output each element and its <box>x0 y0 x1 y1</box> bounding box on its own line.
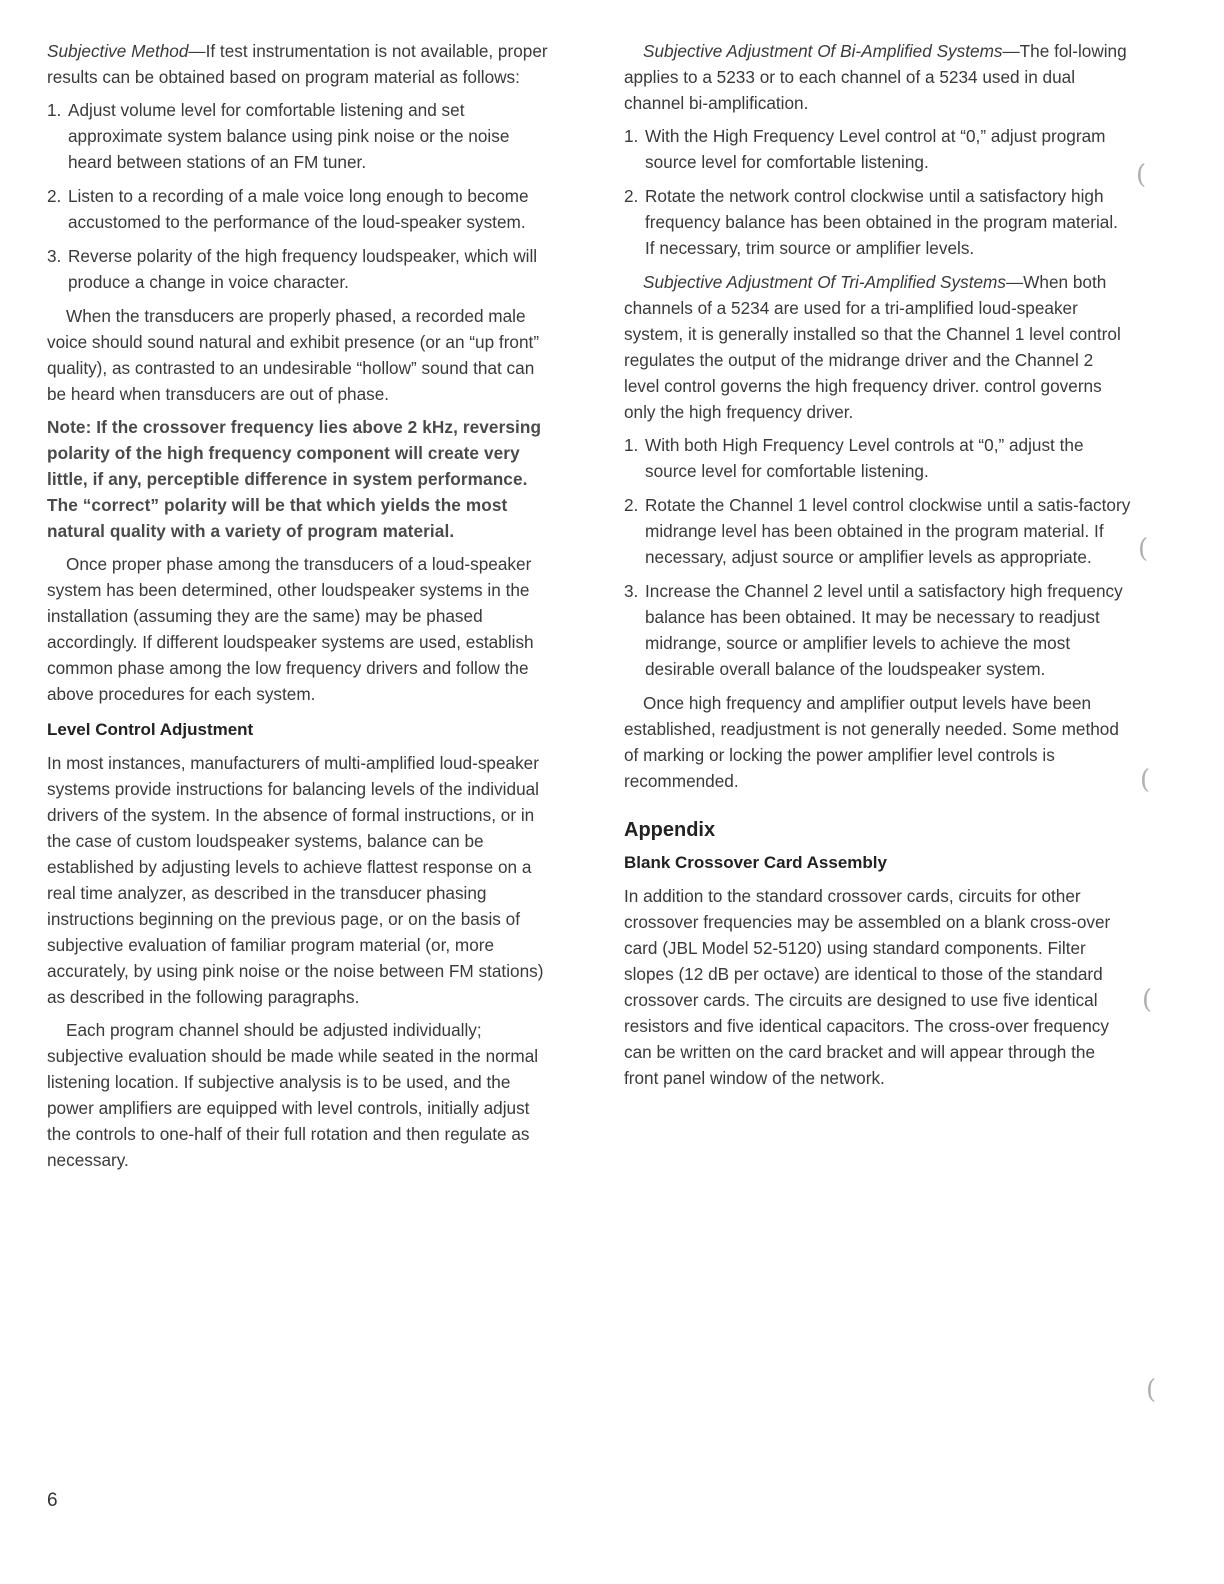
step-text: Increase the Channel 2 level until a satisfactory high frequency balance has been obtained. It may be necessary to readjust midrange, source or amplifier levels to achieve the most desirable overall balance of the loudspeaker system. <box>645 581 1123 679</box>
right-column <box>624 38 1132 1098</box>
binding-hole-mark: ( <box>1142 985 1153 1015</box>
step-text: With the High Frequency Level control at “0,” adjust program source level for comfortable listening. <box>645 126 1106 172</box>
tri-amplified-text: —When both channels of a 5234 are used for a tri-amplified loud-speaker system, it is generally installed so that the Channel 1 level control regulates the output of the midrange driver and the Channel 2 level control governs the high frequency driver. control governs only the high frequency driver. <box>624 272 1121 422</box>
polarity-note: Note: If the crossover frequency lies above 2 kHz, reversing polarity of the high frequency component will create very little, if any, perceptible difference in system performance. The “correct” polarity will be that which yields the most natural quality with a variety of program material. <box>47 417 542 541</box>
level-control-heading: Level Control Adjustment <box>47 720 254 739</box>
step-text: Rotate the Channel 1 level control clockwise until a satis-factory midrange level has been obtained in the program material. If necessary, adjust source or amplifier levels as appropriate. <box>645 495 1131 567</box>
left-column <box>47 38 555 1180</box>
list-item <box>47 243 555 295</box>
subjective-method-steps <box>47 97 555 295</box>
subjective-method-text: —If test instrumentation is not available, proper results can be obtained based on program material as follows: <box>47 41 548 87</box>
step-text: Rotate the network control clockwise until a satisfactory high frequency balance has been obtained in the program material. If necessary, trim source or amplifier levels. <box>645 186 1118 258</box>
step-number: 3. <box>47 246 62 266</box>
step-number: 1. <box>47 100 62 120</box>
level-control-paragraph: In most instances, manufacturers of multi-amplified loud-speaker systems provide instructions for balancing levels of the individual drivers of the system. In the absence of formal instructions, or in the case of custom loudspeaker systems, balance can be established by adjusting levels to achieve flattest response on a real time analyzer, as described in the transducer phasing instructions beginning on the previous page, or on the basis of subjective evaluation of familiar program material (or, more accurately, by using pink noise or the noise between FM stations) as described in the following paragraphs. <box>47 753 544 1007</box>
bi-amplified-paragraph <box>624 38 1132 116</box>
bi-amplified-steps <box>624 123 1132 261</box>
step-text: Reverse polarity of the high frequency loudspeaker, which will produce a change in voice character. <box>68 246 538 292</box>
list-item <box>47 97 555 175</box>
bi-amplified-text: —The fol-lowing applies to a 5233 or to each channel of a 5234 used in dual channel bi-amplification. <box>624 41 1127 113</box>
phase-other-systems-paragraph: Once proper phase among the transducers of a loud-speaker system has been determined, other loudspeaker systems in the installation (assuming they are the same) may be phased accordingly. If different loudspeaker systems are used, establish common phase among the low frequency drivers and follow the above procedures for each system. <box>47 554 534 704</box>
blank-crossover-paragraph: In addition to the standard crossover cards, circuits for other crossover frequencies may be assembled on a blank cross-over card (JBL Model 52-5120) using standard components. Filter slopes (12 dB per octave) are identical to those of the standard crossover cards. The circuits are designed to use five identical resistors and five identical capacitors. The cross-over frequency can be written on the card bracket and will appear through the front panel window of the network. <box>624 886 1111 1088</box>
list-item <box>624 183 1132 261</box>
list-item <box>624 123 1132 175</box>
step-number: 1. <box>624 435 639 455</box>
list-item <box>624 492 1132 570</box>
tri-amplified-lead: Subjective Adjustment Of Tri-Amplified Systems <box>643 272 1006 292</box>
binding-hole-mark: ( <box>1140 765 1151 795</box>
subjective-method-paragraph <box>47 38 555 90</box>
bi-amplified-lead: Subjective Adjustment Of Bi-Amplified Systems <box>643 41 1003 61</box>
binding-hole-mark: ( <box>1146 1375 1157 1405</box>
step-number: 2. <box>624 495 639 515</box>
step-text: Listen to a recording of a male voice long enough to become accustomed to the performance of the loud-speaker system. <box>68 186 529 232</box>
page-number: 6 <box>47 1490 58 1511</box>
step-text: With both High Frequency Level controls at “0,” adjust the source level for comfortable listening. <box>645 435 1084 481</box>
binding-hole-mark: ( <box>1136 160 1147 190</box>
blank-crossover-heading: Blank Crossover Card Assembly <box>624 853 887 872</box>
tri-amplified-steps <box>624 432 1132 682</box>
step-number: 2. <box>624 186 639 206</box>
list-item <box>624 578 1132 682</box>
step-number: 1. <box>624 126 639 146</box>
appendix-heading: Appendix <box>624 819 716 841</box>
step-number: 3. <box>624 581 639 601</box>
readjustment-paragraph: Once high frequency and amplifier output levels have been established, readjustment is not generally needed. Some method of marking or locking the power amplifier level controls is recommended. <box>624 693 1119 791</box>
list-item <box>624 432 1132 484</box>
list-item <box>47 183 555 235</box>
tri-amplified-paragraph <box>624 269 1132 425</box>
step-number: 2. <box>47 186 62 206</box>
phased-paragraph: When the transducers are properly phased, a recorded male voice should sound natural and exhibit presence (or an “up front” quality), as contrasted to an undesirable “hollow” sound that can be heard when transducers are out of phase. <box>47 306 540 404</box>
binding-hole-mark: ( <box>1138 534 1149 564</box>
subjective-method-lead: Subjective Method <box>47 41 189 61</box>
program-channel-paragraph: Each program channel should be adjusted individually; subjective evaluation should be made while seated in the normal listening location. If subjective analysis is to be used, and the power amplifiers are equipped with level controls, initially adjust the controls to one-half of their full rotation and then regulate as necessary. <box>47 1020 539 1170</box>
step-text: Adjust volume level for comfortable listening and set approximate system balance using pink noise or the noise heard between stations of an FM tuner. <box>68 100 510 172</box>
